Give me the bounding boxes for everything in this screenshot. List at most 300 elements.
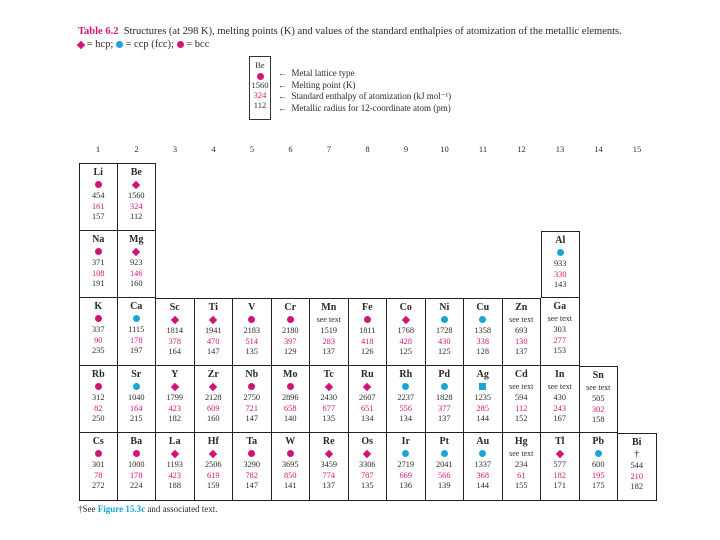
element-symbol: Ca: [130, 301, 143, 312]
element-symbol: Sn: [592, 370, 604, 381]
atomization-enthalpy: 566: [438, 470, 451, 480]
melting-point: 301: [92, 460, 105, 469]
element-symbol: Al: [555, 235, 566, 246]
metallic-radius: 175: [592, 481, 605, 491]
element-symbol: Nb: [245, 369, 259, 380]
melting-point: 371: [92, 258, 105, 267]
metallic-radius: 135: [322, 414, 335, 424]
melting-point: 1814: [166, 326, 184, 335]
element-symbol: Ga: [553, 301, 567, 312]
group-number: 10: [440, 144, 449, 154]
hcp-marker-icon: [195, 381, 233, 393]
element-cell: [195, 366, 234, 433]
metallic-radius: 137: [438, 414, 451, 424]
melting-point: 3290: [243, 460, 261, 469]
ccp-legend-icon: [116, 41, 123, 48]
metallic-radius: 224: [130, 481, 143, 491]
element-symbol: Tl: [555, 436, 565, 447]
element-symbol: Hg: [514, 436, 528, 447]
melting-point: 1768: [397, 326, 415, 335]
metallic-radius: 137: [322, 481, 335, 491]
hcp-marker-icon: [387, 314, 425, 326]
atomization-enthalpy: 78: [94, 470, 103, 480]
element-symbol: Cu: [476, 302, 490, 313]
melting-point: 234: [515, 460, 528, 469]
key-line-3: Standard enthalpy of atomization (kJ mol⁻¹): [291, 91, 452, 102]
key-line-4: Metallic radius for 12-coordinate atom (pm): [291, 102, 451, 113]
atomization-enthalpy: 277: [553, 335, 566, 345]
melting-point: 1728: [435, 326, 453, 335]
element-cell: [426, 433, 465, 501]
legend-hcp: = hcp;: [86, 39, 114, 50]
melting-point: 312: [92, 393, 105, 402]
metallic-radius: 158: [592, 415, 605, 425]
hcp-marker-icon: [195, 314, 233, 326]
atomization-enthalpy: 669: [399, 470, 412, 480]
melting-point: 923: [130, 258, 143, 267]
element-cell: [580, 433, 619, 501]
ccp-marker-icon: [118, 313, 156, 325]
element-cell: [387, 433, 426, 501]
atomization-enthalpy: 285: [476, 403, 489, 413]
table-title: Structures (at 298 K), melting points (K) and values of the standard enthalpies of atomization of the metallic elements.: [123, 26, 622, 37]
group-number: 14: [594, 144, 603, 154]
element-cell: [580, 366, 619, 433]
element-cell: [156, 366, 195, 433]
element-symbol: Zn: [515, 302, 528, 313]
atomization-enthalpy: 283: [322, 336, 335, 346]
atomization-enthalpy: 368: [476, 470, 489, 480]
group-number: 7: [326, 144, 332, 154]
key-line-1: Metal lattice type: [291, 68, 355, 78]
atomization-enthalpy: 178: [130, 335, 143, 345]
bcc-marker-icon: [80, 448, 117, 460]
ccp-marker-icon: [118, 381, 156, 393]
metallic-radius: 125: [399, 347, 412, 357]
melting-point: 1000: [127, 460, 145, 469]
hcp-marker-icon: [541, 448, 579, 460]
metallic-radius: 129: [284, 347, 297, 357]
element-cell: [195, 298, 234, 366]
melting-point: 454: [92, 191, 105, 200]
metallic-radius: 136: [399, 481, 412, 491]
ccp-marker-icon: [387, 381, 425, 393]
atomization-enthalpy: 721: [245, 403, 258, 413]
element-cell: [503, 433, 542, 501]
hcp-marker-icon: [156, 314, 194, 326]
metallic-radius: 272: [92, 481, 105, 491]
element-cell: [426, 298, 465, 366]
element-symbol: Hf: [207, 436, 219, 447]
arrow-icon: ←: [278, 91, 287, 102]
element-symbol: Zr: [207, 369, 219, 380]
melting-point: 2607: [358, 393, 376, 402]
element-symbol: Ir: [401, 436, 410, 447]
ccp-marker-icon: [464, 448, 502, 460]
atomization-enthalpy: 82: [94, 403, 103, 413]
element-symbol: Ti: [208, 302, 218, 313]
metallic-radius: 153: [553, 346, 566, 356]
atomization-enthalpy: 619: [207, 470, 220, 480]
group-number: 5: [249, 144, 255, 154]
atomization-enthalpy: 423: [168, 470, 181, 480]
element-cell: [118, 298, 157, 366]
element-symbol: Na: [92, 234, 105, 245]
bcc-marker-icon: [233, 381, 271, 393]
ccp-marker-icon: [426, 314, 464, 326]
element-symbol: Bi: [632, 437, 642, 448]
see-text-note: see text: [316, 315, 341, 324]
atomization-enthalpy: 782: [245, 470, 258, 480]
ccp-marker-icon: [542, 247, 579, 259]
key-line-2: Melting point (K): [291, 79, 356, 90]
key-mp: 1560: [251, 80, 269, 90]
atomization-enthalpy: 243: [553, 403, 566, 413]
atomization-enthalpy: 146: [130, 268, 143, 278]
group-number: 9: [403, 144, 409, 154]
key-dh: 324: [253, 90, 267, 100]
hcp-marker-icon: [310, 381, 348, 393]
metallic-radius: 128: [476, 347, 489, 357]
atomization-enthalpy: 164: [130, 403, 143, 413]
melting-point: 544: [630, 461, 643, 470]
element-cell: [464, 366, 503, 433]
element-symbol: Ni: [439, 302, 450, 313]
hcp-marker-icon: [118, 246, 156, 258]
table-number: Table 6.2: [78, 26, 119, 37]
element-cell: [156, 298, 195, 366]
melting-point: 2750: [243, 393, 261, 402]
element-cell: [349, 433, 388, 501]
bcc-marker-icon: [118, 448, 156, 460]
metallic-radius: 160: [207, 414, 220, 424]
element-cell: [156, 433, 195, 501]
element-cell: [118, 433, 157, 501]
element-cell: [310, 366, 349, 433]
metallic-radius: 147: [245, 414, 258, 424]
melting-point: 1941: [204, 326, 222, 335]
metallic-radius: 167: [553, 414, 566, 424]
bcc-marker-icon: [272, 448, 310, 460]
table-caption: [78, 25, 678, 51]
atomization-enthalpy: 108: [92, 268, 105, 278]
melting-point: 3306: [358, 460, 376, 469]
atomization-enthalpy: 850: [284, 470, 297, 480]
atomization-enthalpy: 514: [245, 336, 258, 346]
metallic-radius: 188: [168, 481, 181, 491]
bcc-marker-icon: [80, 179, 117, 191]
element-symbol: K: [94, 301, 103, 312]
atomization-enthalpy: 677: [322, 403, 335, 413]
element-symbol: Li: [93, 167, 103, 178]
melting-point: 2430: [320, 393, 338, 402]
metallic-radius: 160: [130, 279, 143, 289]
melting-point: 1828: [435, 393, 453, 402]
metallic-radius: 134: [361, 414, 374, 424]
element-cell: [310, 298, 349, 366]
hcp-marker-icon: [310, 448, 348, 460]
metallic-radius: 164: [168, 347, 181, 357]
metallic-radius: 139: [438, 481, 451, 491]
melting-point: 1337: [474, 460, 492, 469]
group-number: 12: [517, 144, 526, 154]
metallic-radius: 112: [130, 212, 143, 222]
atomization-enthalpy: 556: [399, 403, 412, 413]
element-cell: [387, 366, 426, 433]
melting-point: 303: [553, 325, 566, 334]
element-symbol: Tc: [323, 369, 334, 380]
atomization-enthalpy: 651: [361, 403, 374, 413]
element-symbol: Pb: [592, 436, 605, 447]
atomization-enthalpy: 418: [361, 336, 374, 346]
metallic-radius: 191: [92, 279, 105, 289]
melting-point: 2041: [435, 460, 453, 469]
metallic-radius: 140: [284, 414, 297, 424]
element-symbol: Ru: [360, 369, 374, 380]
ccp-marker-icon: [387, 448, 425, 460]
melting-point: 577: [553, 460, 566, 469]
melting-point: 933: [554, 259, 567, 268]
atomization-enthalpy: 774: [322, 470, 335, 480]
key-lattice-icon: [257, 73, 264, 80]
metallic-radius: 143: [554, 280, 567, 290]
footnote-figure-link[interactable]: Figure 15.3c: [97, 504, 146, 514]
group-number: 3: [172, 144, 178, 154]
element-cell: [195, 433, 234, 501]
see-text-note: see text: [509, 449, 534, 458]
ccp-marker-icon: [426, 381, 464, 393]
bcc-marker-icon: [80, 313, 117, 325]
element-cell: [541, 366, 580, 433]
atomization-enthalpy: 61: [517, 470, 526, 480]
see-text-note: see text: [509, 315, 534, 324]
metallic-radius: 147: [207, 347, 220, 357]
melting-point: 1040: [127, 393, 145, 402]
element-symbol: Re: [322, 436, 335, 447]
melting-point: 693: [515, 326, 528, 335]
melting-point: 1799: [166, 393, 184, 402]
melting-point: 594: [515, 393, 528, 402]
element-symbol: Co: [399, 302, 412, 313]
element-cell: [118, 231, 157, 298]
group-number: 8: [365, 144, 370, 154]
atomization-enthalpy: 302: [592, 404, 605, 414]
element-symbol: Sc: [169, 302, 180, 313]
arrow-icon: ←: [278, 68, 287, 78]
group-number: 6: [288, 144, 293, 154]
melting-point: 2896: [281, 393, 299, 402]
element-cell: [541, 433, 580, 501]
square-marker-icon: [464, 381, 502, 393]
element-symbol: Mn: [321, 302, 337, 313]
element-cell: [310, 433, 349, 501]
element-cell: [503, 366, 542, 433]
group-number: 15: [632, 144, 642, 154]
element-cell: [79, 231, 118, 298]
element-symbol: La: [168, 436, 181, 447]
metallic-radius: 159: [207, 481, 220, 491]
group-number: 13: [555, 144, 565, 154]
element-symbol: Mg: [129, 234, 144, 245]
element-cell: [503, 298, 542, 366]
melting-point: 2506: [204, 460, 222, 469]
bcc-legend-icon: [177, 41, 184, 48]
element-cell: [233, 366, 272, 433]
hcp-marker-icon: [156, 448, 194, 460]
see-text-note: see text: [547, 314, 572, 323]
metallic-radius: 135: [245, 347, 258, 357]
element-symbol: Rh: [399, 369, 413, 380]
key-descriptions: [278, 68, 451, 114]
element-symbol: Y: [171, 369, 179, 380]
element-cell: [349, 298, 388, 366]
bcc-marker-icon: [80, 381, 117, 393]
melting-point: 337: [92, 325, 105, 334]
legend-ccp: = ccp (fcc);: [125, 39, 174, 50]
atomization-enthalpy: 397: [284, 336, 297, 346]
hcp-marker-icon: [156, 381, 194, 393]
metallic-radius: 134: [399, 414, 412, 424]
metallic-radius: 152: [515, 414, 528, 424]
melting-point: 1235: [474, 393, 492, 402]
element-symbol: Ba: [130, 436, 143, 447]
hcp-marker-icon: [195, 448, 233, 460]
metallic-radius: 182: [630, 482, 643, 492]
element-cell: [79, 298, 118, 366]
key-radius: 112: [253, 100, 267, 110]
metallic-radius: 250: [92, 414, 105, 424]
atomization-enthalpy: 609: [207, 403, 220, 413]
metallic-radius: 171: [553, 481, 566, 491]
group-numbers: [0, 144, 720, 156]
element-symbol: Be: [130, 167, 142, 178]
see-text-note: see text: [547, 382, 572, 391]
bcc-marker-icon: [233, 314, 271, 326]
element-cell: [464, 298, 503, 366]
hcp-marker-icon: [118, 179, 156, 191]
element-symbol: Cs: [92, 436, 104, 447]
arrow-icon: ←: [278, 102, 287, 113]
group-number: 1: [95, 144, 101, 154]
bcc-marker-icon: [272, 314, 310, 326]
key-box: [249, 56, 271, 120]
atomization-enthalpy: 787: [361, 470, 374, 480]
element-symbol: Cr: [284, 302, 297, 313]
element-symbol: In: [555, 369, 565, 380]
melting-point: 2719: [397, 460, 415, 469]
atomization-enthalpy: 428: [399, 336, 412, 346]
element-symbol: Mo: [283, 369, 298, 380]
melting-point: 1811: [359, 326, 376, 335]
element-cell: [233, 433, 272, 501]
element-cell: [272, 366, 311, 433]
melting-point: 1115: [128, 325, 145, 334]
ccp-marker-icon: [464, 314, 502, 326]
hcp-marker-icon: [349, 448, 387, 460]
atomization-enthalpy: 377: [438, 403, 451, 413]
element-cell: [464, 433, 503, 501]
group-number: 4: [211, 144, 216, 154]
element-symbol: Sr: [131, 369, 142, 380]
legend-bcc: = bcc: [186, 39, 210, 50]
metallic-radius: 126: [361, 347, 374, 357]
melting-point: 2237: [397, 393, 415, 402]
element-symbol: Pd: [438, 369, 451, 380]
melting-point: 600: [592, 460, 605, 469]
atomization-enthalpy: 178: [130, 470, 143, 480]
metallic-radius: 157: [92, 212, 105, 222]
element-cell: [349, 366, 388, 433]
atomization-enthalpy: 112: [515, 403, 528, 413]
element-cell: [233, 298, 272, 366]
metallic-radius: 141: [284, 481, 297, 491]
bcc-marker-icon: [80, 246, 117, 258]
element-symbol: V: [248, 302, 256, 313]
hcp-marker-icon: [349, 381, 387, 393]
metallic-radius: 147: [245, 481, 258, 491]
element-cell: [79, 366, 118, 433]
element-symbol: Ag: [476, 369, 489, 380]
element-symbol: Os: [361, 436, 374, 447]
melting-point: 2128: [204, 393, 222, 402]
dagger-marker: †: [634, 449, 640, 460]
ccp-marker-icon: [426, 448, 464, 460]
melting-point: 430: [553, 393, 566, 402]
bcc-marker-icon: [233, 448, 271, 460]
melting-point: 3695: [281, 460, 299, 469]
element-cell: [541, 231, 580, 298]
melting-point: 1193: [166, 460, 183, 469]
ccp-marker-icon: [580, 448, 618, 460]
metallic-radius: 137: [322, 347, 335, 357]
atomization-enthalpy: 130: [515, 336, 528, 346]
group-number: 11: [478, 144, 488, 154]
melting-point: 1358: [474, 326, 492, 335]
bcc-marker-icon: [349, 314, 387, 326]
element-cell: [79, 433, 118, 501]
element-cell: [387, 298, 426, 366]
bcc-marker-icon: [272, 381, 310, 393]
element-symbol: Rb: [91, 369, 105, 380]
metallic-radius: 144: [476, 414, 489, 424]
atomization-enthalpy: 378: [168, 336, 181, 346]
atomization-enthalpy: 195: [592, 470, 605, 480]
atomization-enthalpy: 324: [130, 201, 143, 211]
melting-point: 505: [592, 394, 605, 403]
footnote-prefix: †See: [78, 504, 96, 514]
metallic-radius: 182: [168, 414, 181, 424]
see-text-note: see text: [509, 382, 534, 391]
atomization-enthalpy: 470: [207, 336, 220, 346]
see-text-note: see text: [586, 383, 611, 392]
metallic-radius: 155: [515, 481, 528, 491]
element-symbol: Fe: [361, 302, 373, 313]
footnote-suffix: and associated text.: [147, 504, 218, 514]
element-cell: [118, 366, 157, 433]
element-cell: [272, 298, 311, 366]
element-symbol: Cd: [514, 369, 528, 380]
element-cell: [272, 433, 311, 501]
melting-point: 1560: [127, 191, 145, 200]
metallic-radius: 144: [476, 481, 489, 491]
melting-point: 2180: [281, 326, 299, 335]
atomization-enthalpy: 330: [554, 269, 567, 279]
metallic-radius: 215: [130, 414, 143, 424]
atomization-enthalpy: 658: [284, 403, 297, 413]
element-cell: [118, 163, 157, 231]
atomization-enthalpy: 338: [476, 336, 489, 346]
element-symbol: Au: [476, 436, 490, 447]
